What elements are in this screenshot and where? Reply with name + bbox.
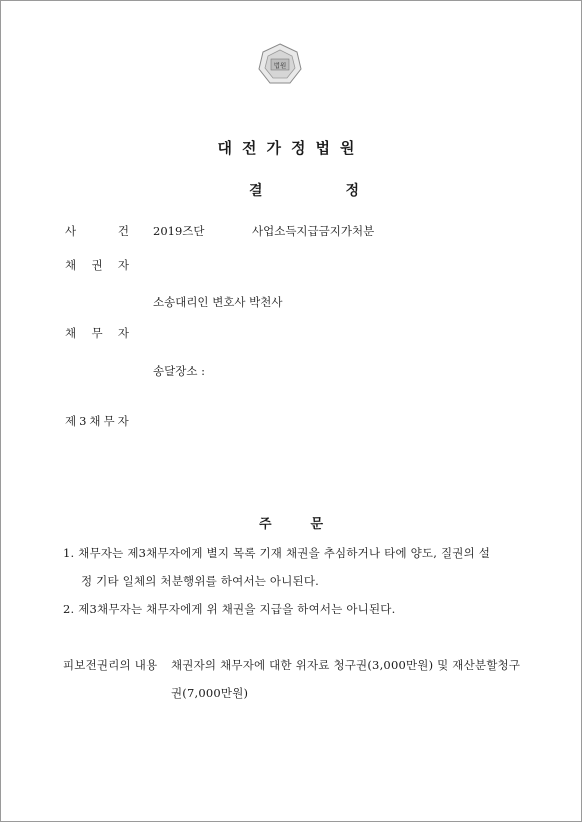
debtor-service-address: 송달장소 : bbox=[153, 364, 205, 378]
preserved-right-label: 피보전권리의 내용 bbox=[63, 658, 158, 672]
order-item-1: 1. 채무자는 제3채무자에게 별지 목록 기재 채권을 추심하거나 타에 양도, 질권의 설 bbox=[63, 546, 491, 560]
creditor-label-char: 권 bbox=[91, 258, 103, 272]
creditor-agent: 소송대리인 변호사 박천사 bbox=[153, 295, 283, 309]
debtor-label-char: 무 bbox=[91, 326, 103, 340]
case-name: 사업소득지급금지가처분 bbox=[252, 224, 375, 238]
order-title-char: 주 bbox=[259, 517, 272, 532]
creditor-label-char: 채 bbox=[65, 258, 77, 272]
preserved-right-text: 채권자의 채무자에 대한 위자료 청구권(3,000만원) 및 재산분할청구 bbox=[171, 658, 521, 672]
third-debtor-label: 제3채무자 bbox=[65, 414, 132, 428]
case-label-char: 건 bbox=[117, 224, 129, 238]
debtor-label-char: 채 bbox=[65, 326, 77, 340]
order-item-1-continued: 정 기타 일체의 처분행위를 하여서는 아니된다. bbox=[81, 574, 320, 588]
order-item-2: 2. 제3채무자는 채무자에게 위 채권을 지급을 하여서는 아니된다. bbox=[63, 602, 396, 616]
case-label bbox=[65, 223, 129, 239]
court-name: 대전가정법원 bbox=[217, 139, 365, 157]
order-section-title bbox=[259, 513, 323, 532]
case-label-char: 사 bbox=[65, 224, 77, 238]
document-title bbox=[249, 180, 359, 200]
preserved-right-text-continued: 권(7,000만원) bbox=[171, 686, 249, 700]
debtor-label bbox=[65, 325, 129, 341]
emblem-text: 법원 bbox=[273, 61, 287, 70]
debtor-label-char: 자 bbox=[117, 326, 129, 340]
court-emblem-logo bbox=[257, 41, 303, 87]
order-title-char: 문 bbox=[310, 517, 323, 532]
creditor-label-char: 자 bbox=[117, 258, 129, 272]
document-title-char: 정 bbox=[345, 183, 359, 199]
document-title-char: 결 bbox=[249, 183, 263, 199]
case-number: 2019즈단 bbox=[153, 224, 205, 238]
creditor-label bbox=[65, 257, 129, 273]
